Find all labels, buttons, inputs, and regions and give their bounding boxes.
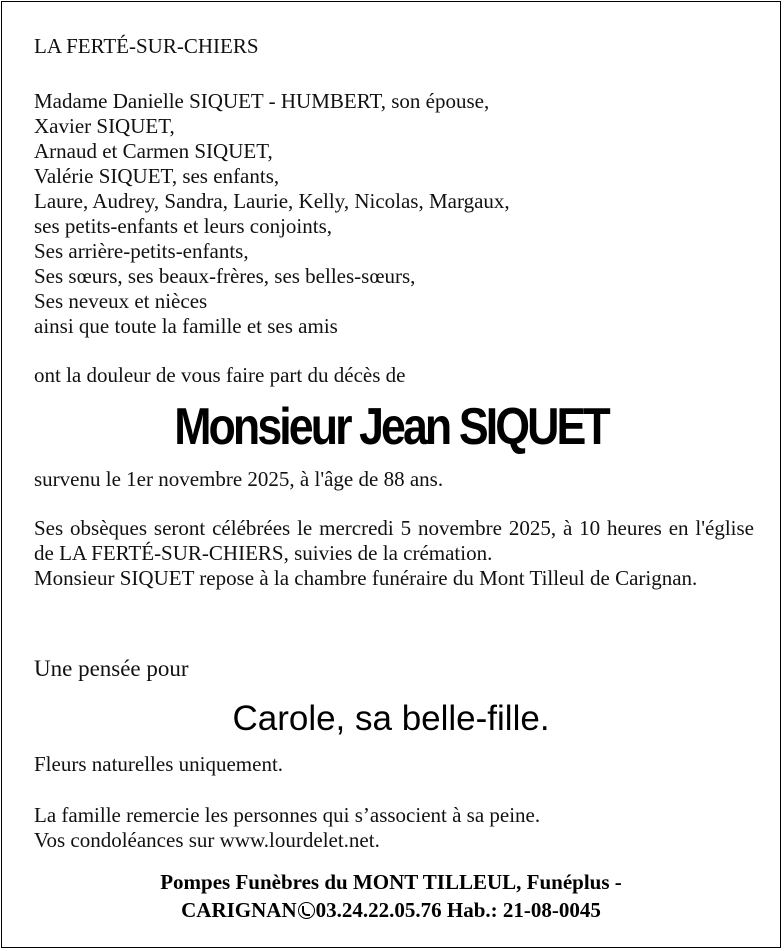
thanks-block xyxy=(34,803,540,853)
family-line: Ses neveux et nièces xyxy=(34,289,208,313)
death-info: survenu le 1er novembre 2025, à l'âge de 88 ans. xyxy=(34,467,444,491)
funeral-home-city: CARIGNAN xyxy=(181,898,297,922)
family-line: Ses arrière-petits-enfants, xyxy=(34,239,249,263)
funeral-home-name: Pompes Funèbres du MONT TILLEUL, Funéplus - xyxy=(160,870,622,894)
location-heading: LA FERTÉ-SUR-CHIERS xyxy=(34,34,259,58)
funeral-home-contact xyxy=(2,896,780,924)
thought-person: Carole, sa belle-fille. xyxy=(232,699,550,738)
family-line: Xavier SIQUET, xyxy=(34,114,175,138)
family-list xyxy=(34,89,510,339)
phone-icon xyxy=(298,902,315,919)
funeral-home-footer xyxy=(2,868,780,924)
announcement-intro: ont la douleur de vous faire part du décès de xyxy=(34,363,406,387)
family-line: Madame Danielle SIQUET - HUMBERT, son épouse, xyxy=(34,89,490,113)
family-line: Valérie SIQUET, ses enfants, xyxy=(34,164,280,188)
rest-text: Monsieur SIQUET repose à la chambre funéraire du Mont Tilleul de Carignan. xyxy=(34,566,698,590)
funeral-details xyxy=(34,516,754,591)
obituary-notice xyxy=(1,1,781,948)
funeral-home-hab: Hab.: 21-08-0045 xyxy=(446,898,601,922)
thought-intro: Une pensée pour xyxy=(34,656,189,681)
family-line: ainsi que toute la famille et ses amis xyxy=(34,314,338,338)
family-line: Ses sœurs, ses beaux-frères, ses belles-sœurs, xyxy=(34,264,416,288)
flowers-note: Fleurs naturelles uniquement. xyxy=(34,752,284,776)
condolences-line: Vos condoléances sur www.lourdelet.net. xyxy=(34,828,380,852)
family-line: ses petits-enfants et leurs conjoints, xyxy=(34,214,333,238)
family-line: Arnaud et Carmen SIQUET, xyxy=(34,139,273,163)
funeral-text: Ses obsèques seront célébrées le mercredi 5 novembre 2025, à 10 heures en l'église de LA FERTÉ-SUR-CHIERS, suivies de la crémation. xyxy=(34,516,754,565)
family-line: Laure, Audrey, Sandra, Laurie, Kelly, Nicolas, Margaux, xyxy=(34,189,510,213)
deceased-name: Monsieur Jean SIQUET xyxy=(174,398,608,456)
thanks-line: La famille remercie les personnes qui s’associent à sa peine. xyxy=(34,803,541,827)
funeral-home-phone: 03.24.22.05.76 xyxy=(315,898,442,922)
